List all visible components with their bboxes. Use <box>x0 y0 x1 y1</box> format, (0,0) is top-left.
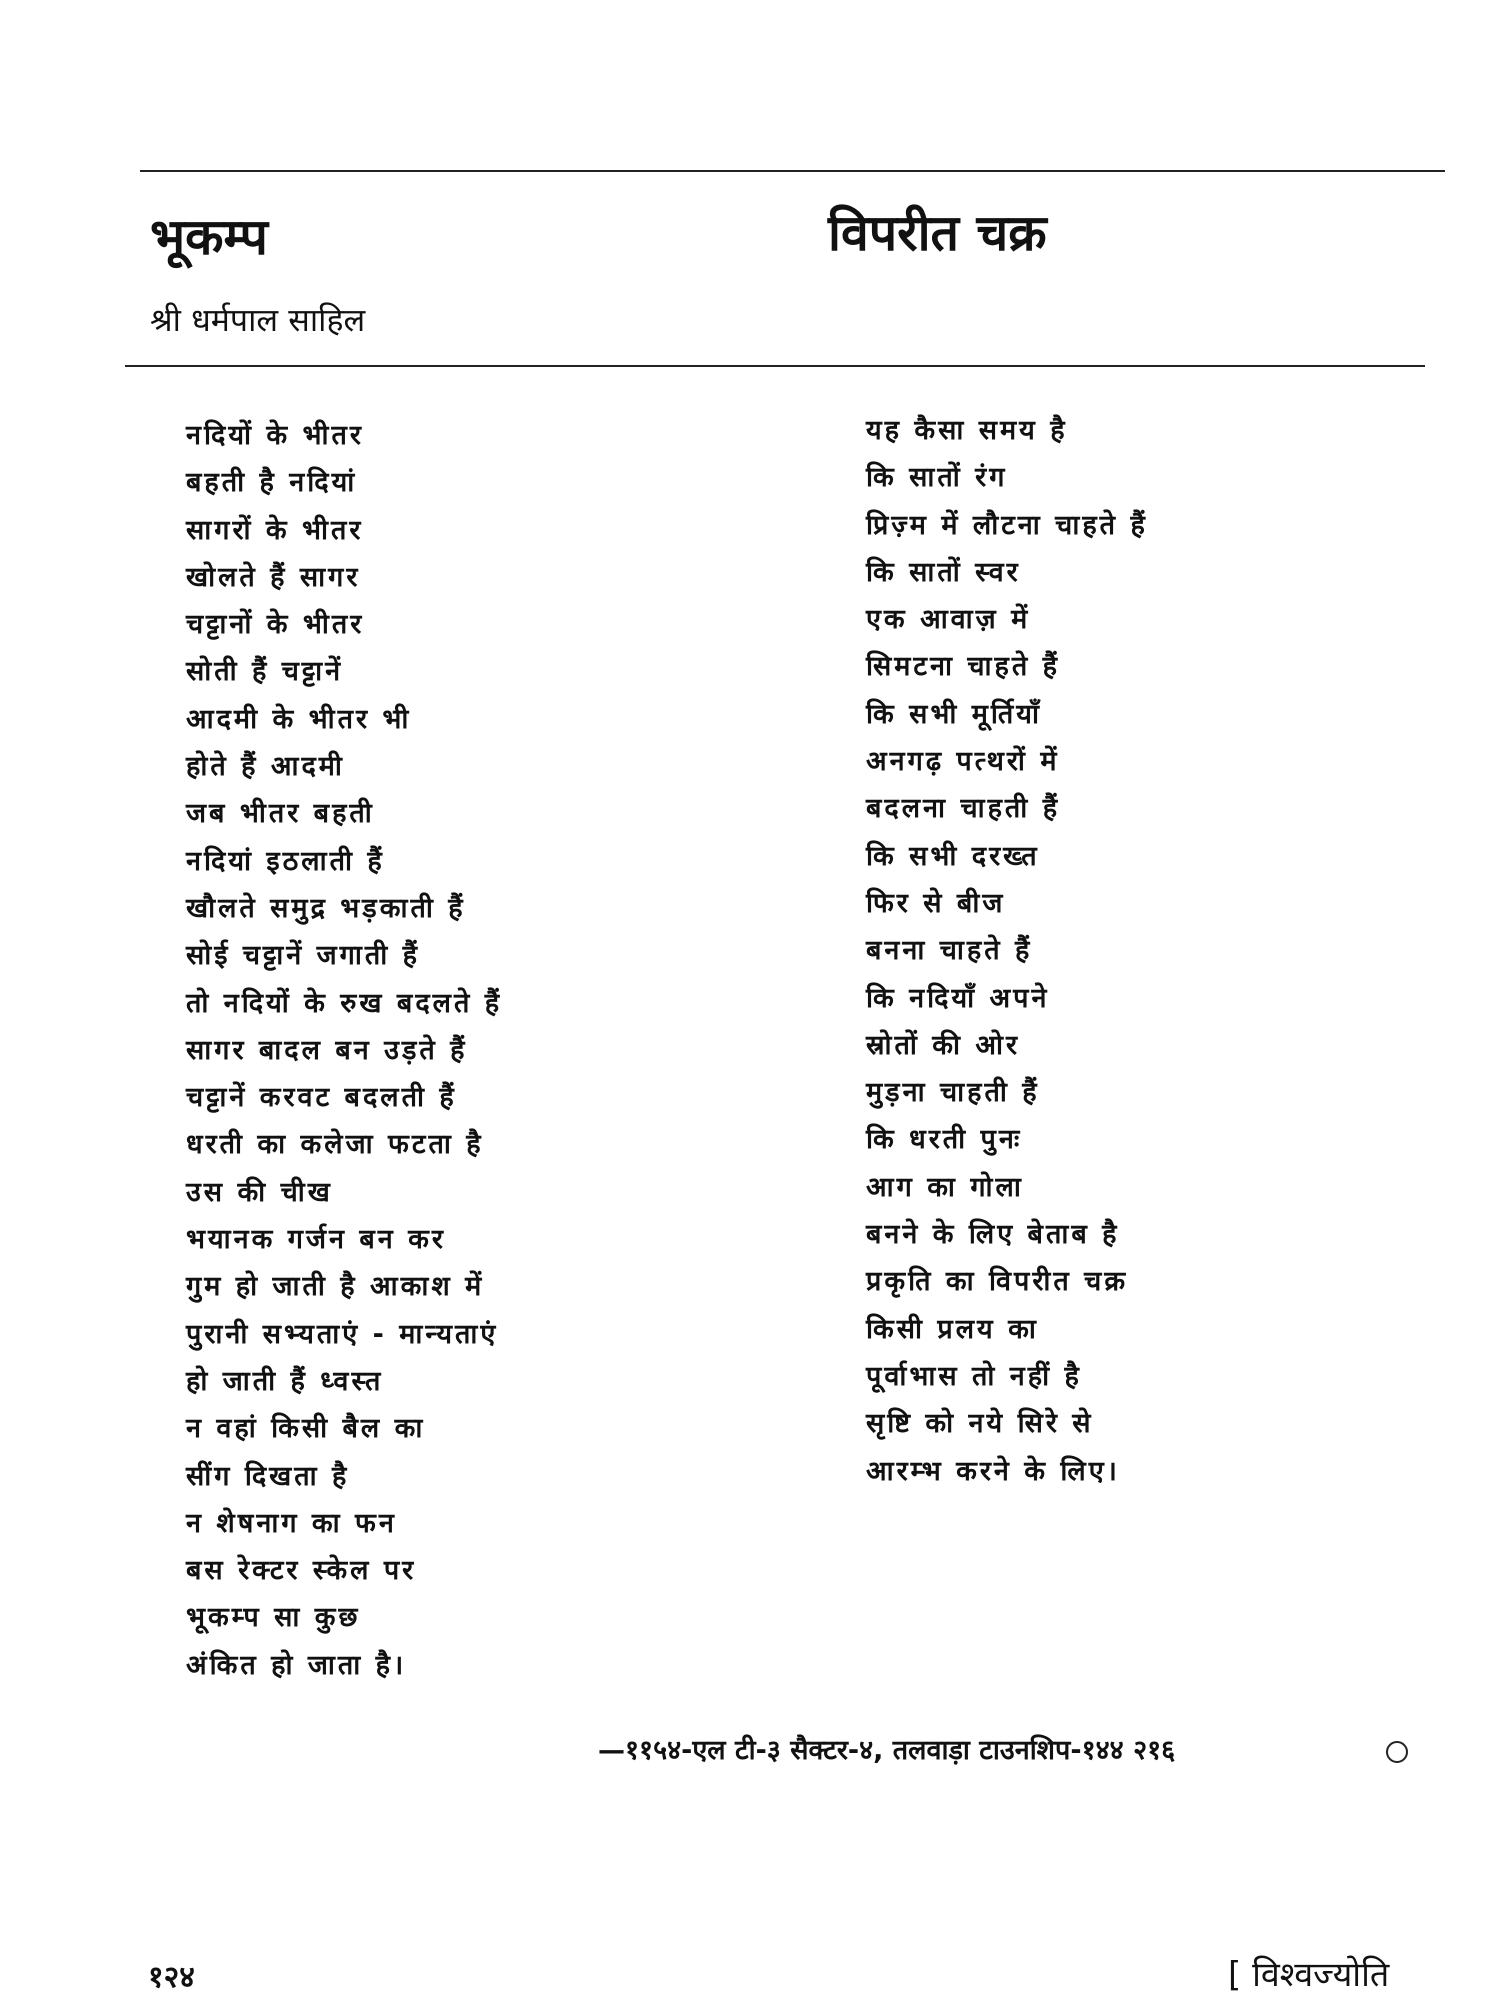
left-poem-title: भूकम्प <box>150 208 268 266</box>
poem-line: प्रकृति का विपरीत चक्र <box>866 1266 1129 1298</box>
poem-line: कि सातों रंग <box>866 462 1008 494</box>
poem-line: बनने के लिए बेताब है <box>866 1219 1120 1251</box>
poem-line: कि सभी मूर्तियाँ <box>866 698 1042 730</box>
poem-line: बहती है नदियां <box>186 467 358 499</box>
poem-line: बस रेक्टर स्केल पर <box>186 1555 417 1587</box>
poem-line: चट्टानें करवट बदलती हैं <box>186 1082 457 1114</box>
poem-line: सागर बादल बन उड़ते हैं <box>186 1034 468 1066</box>
poem-line: गुम हो जाती है आकाश में <box>186 1271 485 1303</box>
page-number: १२४ <box>148 1960 195 1995</box>
poem-line: भयानक गर्जन बन कर <box>186 1224 446 1256</box>
poem-line: पूर्वाभास तो नहीं है <box>866 1360 1082 1392</box>
journal-name: [ विश्वज्योति <box>1228 1955 1390 1995</box>
poem-line: अनगढ़ पत्थरों में <box>866 746 1060 778</box>
poem-line: किसी प्रलय का <box>866 1313 1039 1345</box>
poem-line: सिमटना चाहते हैं <box>866 651 1060 683</box>
right-poem-title: विपरीत चक्र <box>828 204 1047 262</box>
poem-line: जब भीतर बहती <box>186 798 375 830</box>
poem-line: आग का गोला <box>866 1171 1024 1203</box>
poem-line: आरम्भ करने के लिए। <box>866 1455 1120 1487</box>
poem-line: न शेषनाग का फन <box>186 1507 397 1539</box>
poem-line: नदियां इठलाती हैं <box>186 845 385 877</box>
left-poem-body <box>186 412 502 1689</box>
poem-line: आदमी के भीतर भी <box>186 703 412 735</box>
poem-line: बदलना चाहती हैं <box>866 793 1061 825</box>
poem-line: कि सभी दरख्त <box>866 840 1040 872</box>
poem-line: खौलते समुद्र भड़काती हैं <box>186 892 466 924</box>
poem-line: सागरों के भीतर <box>186 514 364 546</box>
poem-line: धरती का कलेजा फटता है <box>186 1129 484 1161</box>
poem-line: कि सातों स्वर <box>866 556 1021 588</box>
poem-line: कि धरती पुनः <box>866 1124 1023 1156</box>
right-poem-body <box>866 407 1148 1495</box>
end-mark-circle-icon <box>1386 1741 1408 1763</box>
poem-line: न वहां किसी बैल का <box>186 1413 426 1445</box>
poem-line: फिर से बीज <box>866 887 1006 919</box>
poem-line: अंकित हो जाता है। <box>186 1649 407 1681</box>
poem-line: तो नदियों के रुख बदलते हैं <box>186 987 503 1019</box>
poem-line: कि नदियाँ अपने <box>866 982 1050 1014</box>
poem-line: खोलते हैं सागर <box>186 561 361 593</box>
divider-rule <box>125 365 1425 367</box>
poem-line: मुड़ना चाहती हैं <box>866 1077 1040 1109</box>
poem-line: बनना चाहते हैं <box>866 935 1033 967</box>
poem-line: भूकम्प सा कुछ <box>186 1602 361 1634</box>
poem-line: सोई चट्टानें जगाती हैं <box>186 940 420 972</box>
poem-line: चट्टानों के भीतर <box>186 609 365 641</box>
poem-line: सृष्टि को नये सिरे से <box>866 1408 1094 1440</box>
poem-line: प्रिज़्म में लौटना चाहते हैं <box>866 509 1148 541</box>
poem-line: उस की चीख <box>186 1176 333 1208</box>
poem-line: होते हैं आदमी <box>186 751 345 783</box>
poem-line: सोती हैं चट्टानें <box>186 656 344 688</box>
poem-line: नदियों के भीतर <box>186 420 364 451</box>
top-rule <box>140 170 1445 172</box>
author-address: —११५४-एल टी-३ सैक्टर-४, तलवाड़ा टाउनशिप-१४४ २१६ <box>598 1735 1176 1766</box>
poem-line: यह कैसा समय है <box>866 415 1068 446</box>
poem-line: हो जाती हैं ध्वस्त <box>186 1365 384 1397</box>
poem-line: स्रोतों की ओर <box>866 1029 1021 1061</box>
poem-author: श्री धर्मपाल साहिल <box>150 301 366 339</box>
poem-line: सींग दिखता है <box>186 1460 350 1492</box>
poem-line: एक आवाज़ में <box>866 604 1031 636</box>
poem-line: पुरानी सभ्यताएं - मान्यताएं <box>186 1318 499 1350</box>
